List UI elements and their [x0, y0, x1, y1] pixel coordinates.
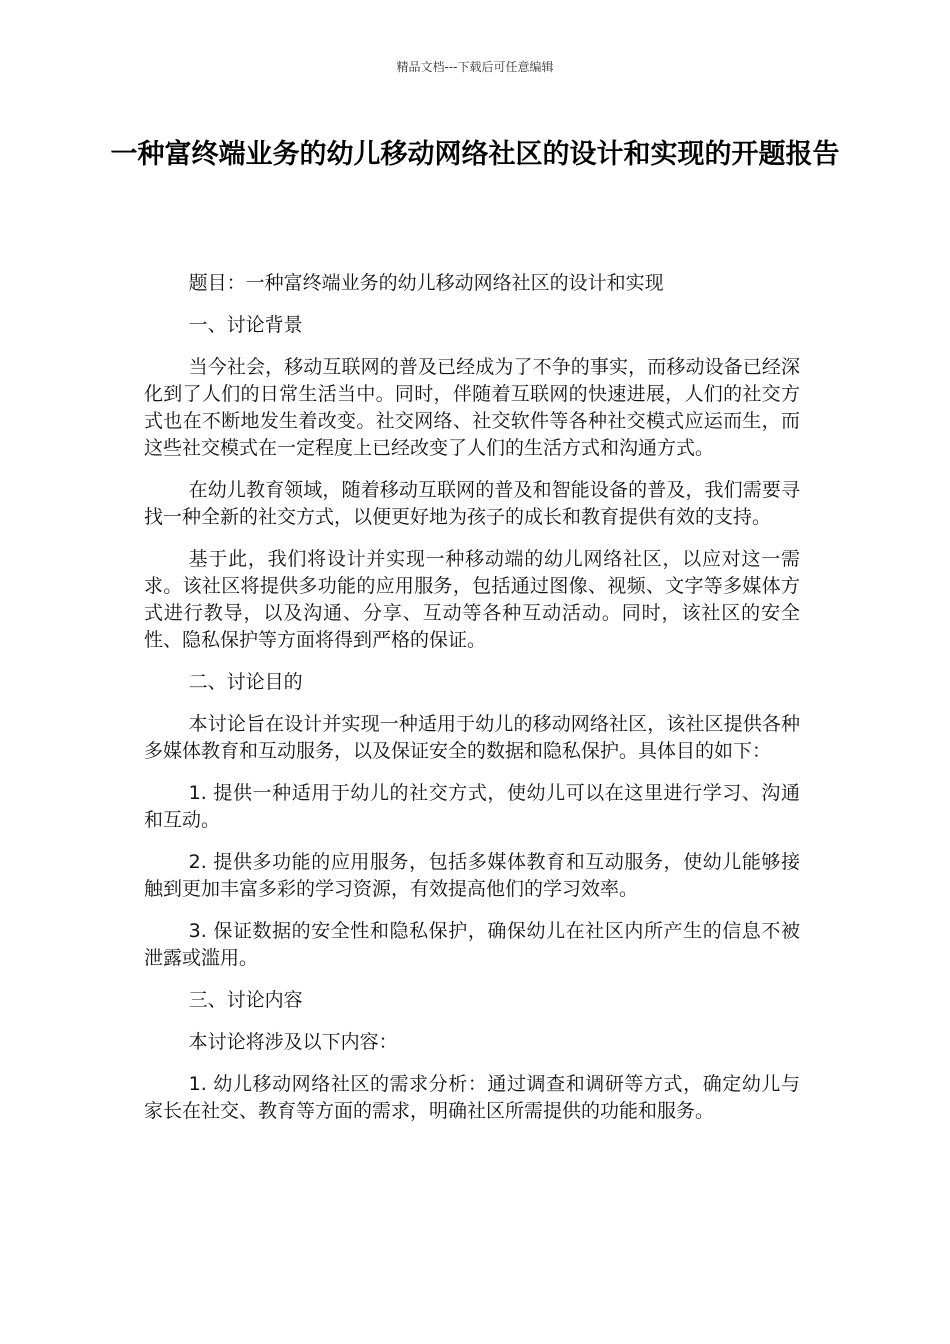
section-heading-content: 三、讨论内容 — [188, 989, 303, 1011]
body-paragraph: 基于此，我们将设计并实现一种移动端的幼儿网络社区，以应对这一需求。该社区将提供多功能的应用服务，包括通过图像、视频、文字等多媒体方式进行教导，以及沟通、分享、互动等各种互动活动。同时，该社区的安全性、隐私保护等方面将得到严格的保证。 — [144, 548, 800, 651]
list-item: 3. 保证数据的安全性和隐私保护，确保幼儿在社区内所产生的信息不被泄露或滥用。 — [144, 920, 800, 969]
document-title: 一种富终端业务的幼儿移动网络社区的设计和实现的开题报告 — [110, 139, 840, 170]
list-item: 1. 幼儿移动网络社区的需求分析：通过调查和调研等方式，确定幼儿与家长在社交、教育等方面的需求，明确社区所需提供的功能和服务。 — [144, 1073, 800, 1122]
section-heading-background: 一、讨论背景 — [188, 314, 303, 336]
list-item: 1. 提供一种适用于幼儿的社交方式，使幼儿可以在这里进行学习、沟通和互动。 — [144, 782, 800, 831]
list-item: 2. 提供多功能的应用服务，包括多媒体教育和互动服务，使幼儿能够接触到更加丰富多彩的学习资源，有效提高他们的学习效率。 — [144, 851, 800, 900]
body-paragraph: 在幼儿教育领域，随着移动互联网的普及和智能设备的普及，我们需要寻找一种全新的社交方式，以便更好地为孩子的成长和教育提供有效的支持。 — [144, 479, 800, 528]
body-paragraph: 本讨论旨在设计并实现一种适用于幼儿的移动网络社区，该社区提供各种多媒体教育和互动服务，以及保证安全的数据和隐私保护。具体目的如下： — [144, 713, 800, 762]
document-body — [144, 270, 800, 1140]
topic-line: 题目：一种富终端业务的幼儿移动网络社区的设计和实现 — [188, 272, 664, 294]
body-paragraph: 当今社会，移动互联网的普及已经成为了不争的事实，而移动设备已经深化到了人们的日常生活当中。同时，伴随着互联网的快速进展，人们的社交方式也在不断地发生着改变。社交网络、社交软件等各种社交模式应运而生，而这些社交模式在一定程度上已经改变了人们的生活方式和沟通方式。 — [144, 356, 800, 459]
section-heading-purpose: 二、讨论目的 — [188, 671, 303, 693]
body-paragraph: 本讨论将涉及以下内容： — [188, 1031, 398, 1053]
page-header-note: 精品文档---下载后可任意编辑 — [396, 60, 554, 74]
